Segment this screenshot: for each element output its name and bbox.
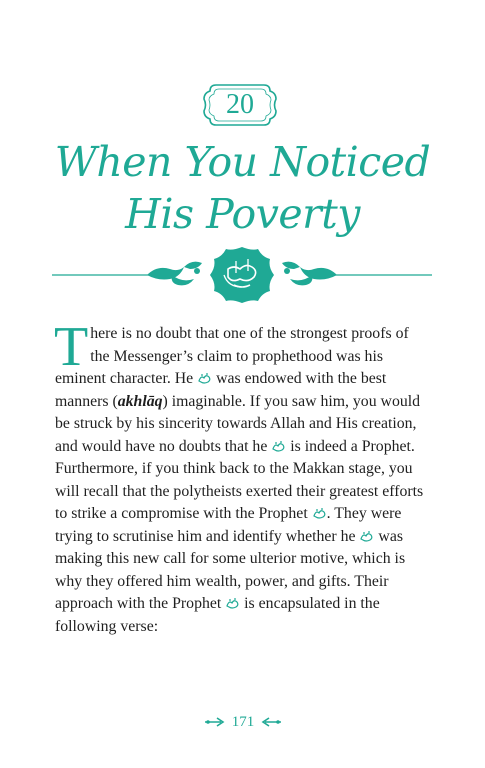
chapter-title-line-2: His Poverty — [125, 190, 360, 238]
body-text-segment: . They were trying to scrutinise him and identify whether he — [55, 505, 402, 545]
body-text-segment: is encapsulated in the following verse: — [55, 595, 380, 635]
chapter-number: 20 — [226, 89, 254, 120]
body-paragraph — [54, 316, 429, 638]
honorific-symbol-icon — [198, 373, 211, 384]
left-arrow-ornament-icon — [205, 717, 227, 727]
page-number: 171 — [231, 713, 255, 730]
body-text-segment: ) imaginable. If you saw him, you would be struck by his sincerity towards Allah and His creation, and would have no doubts that he — [55, 392, 421, 455]
body-text-emphasis: akhlāq — [117, 392, 163, 410]
body-text-segment: was endowed with the best manners ( — [55, 370, 387, 410]
honorific-symbol-icon — [226, 598, 239, 609]
right-arrow-ornament-icon — [259, 717, 281, 727]
chapter-number-badge — [202, 79, 278, 131]
body-text-segment: is indeed a Prophet. Furthermore, if you think back to the Makkan stage, you will recall that the polytheists exerted their greatest efforts to strike a compromise with the Prophet — [55, 437, 424, 522]
chapter-title-line-1: When You Noticed — [54, 138, 431, 186]
body-text-segment: here is no doubt that one of the strongest proofs of the Messenger’s claim to prophethood was his eminent character. He — [55, 325, 409, 387]
chapter-title — [20, 136, 465, 240]
drop-cap: T — [54, 316, 89, 378]
ornament-divider — [52, 245, 432, 305]
body-text-segment: was making this new call for some ulterior motive, which is why they offered him wealth, power, and gifts. Their approach with the Prophet — [55, 527, 406, 612]
honorific-symbol-icon — [313, 508, 326, 519]
page-footer — [193, 712, 293, 732]
right-flourish-icon — [282, 262, 337, 286]
honorific-symbol-icon — [272, 441, 285, 452]
left-flourish-icon — [147, 262, 202, 286]
salawat-calligraphy-icon — [210, 247, 274, 303]
honorific-symbol-icon — [360, 531, 373, 542]
